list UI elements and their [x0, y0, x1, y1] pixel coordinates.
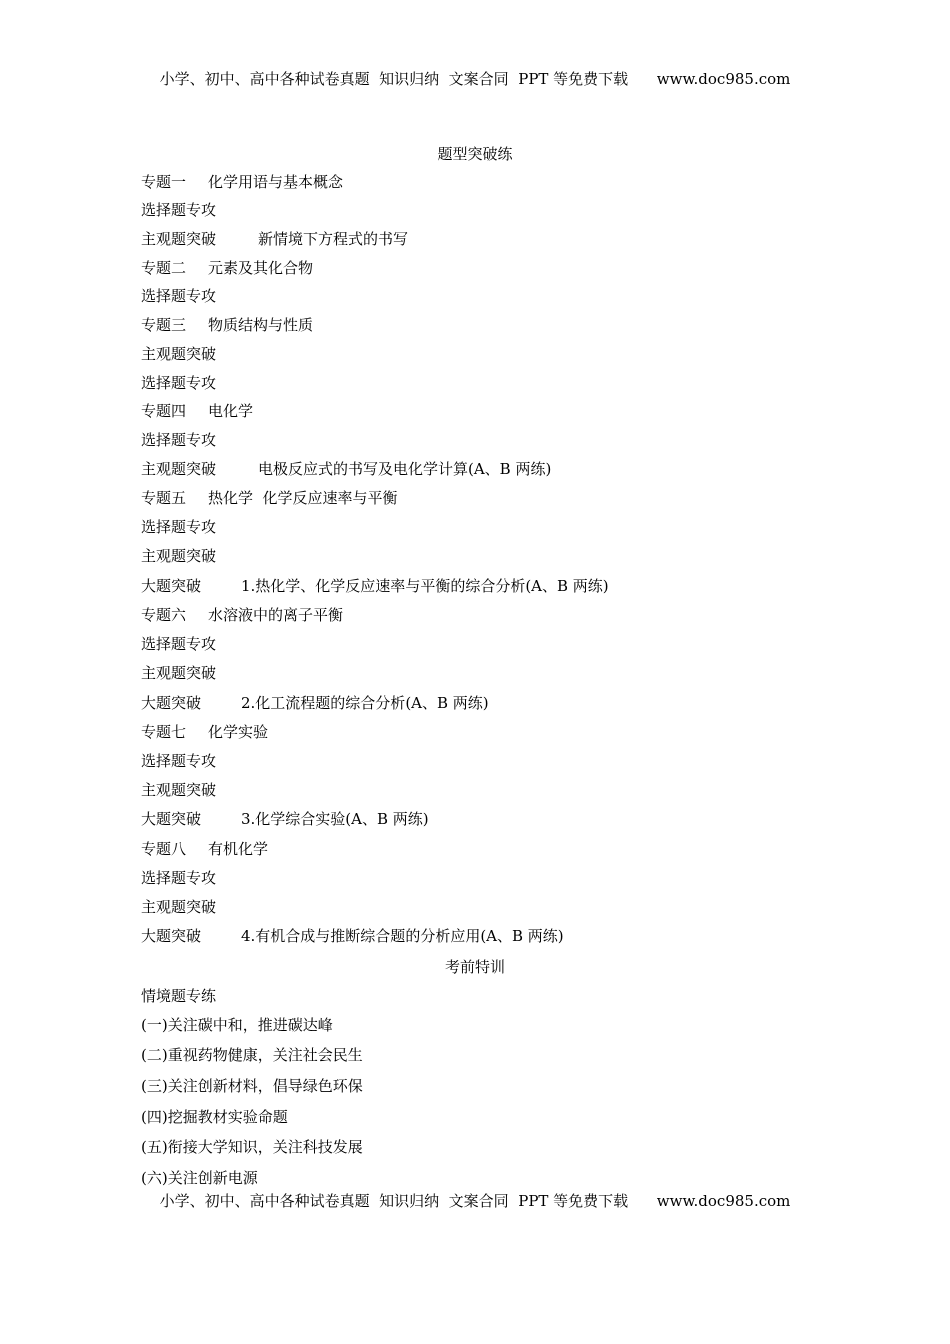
toc-label: 选择题专攻 [141, 431, 217, 449]
toc-label: 大题突破 [141, 577, 202, 595]
toc-line [141, 633, 216, 655]
toc-label: 大题突破 [141, 694, 202, 712]
toc-line [141, 516, 216, 538]
toc-line [141, 867, 216, 889]
training-line: (一)关注碳中和，推进碳达峰 [141, 1016, 333, 1034]
toc-detail: 4.有机合成与推断综合题的分析应用(A、B 两练) [241, 927, 564, 945]
toc-label: 主观题突破 [141, 460, 217, 478]
toc-line [141, 314, 313, 336]
toc-label: 主观题突破 [141, 898, 217, 916]
toc-detail: 电极反应式的书写及电化学计算(A、B 两练) [258, 460, 552, 478]
toc-label: 选择题专攻 [141, 374, 217, 392]
toc-label: 专题二 [141, 259, 187, 277]
toc-detail: 化学实验 [208, 723, 269, 741]
toc-label: 专题五 [141, 489, 187, 507]
toc-label: 主观题突破 [141, 345, 217, 363]
training-line: (五)衔接大学知识，关注科技发展 [141, 1138, 363, 1156]
toc-line [141, 545, 216, 567]
toc-line [141, 372, 216, 394]
toc-line [141, 429, 216, 451]
toc-line [141, 662, 216, 684]
training-line: (二)重视药物健康，关注社会民生 [141, 1046, 363, 1064]
toc-label: 主观题突破 [141, 664, 217, 682]
page-footer: 小学、初中、高中各种试卷真题 知识归纳 文案合同 PPT 等免费下载 www.doc985.com [159, 1192, 791, 1210]
toc-detail: 元素及其化合物 [208, 259, 314, 277]
toc-label: 选择题专攻 [141, 287, 217, 305]
toc-line [141, 925, 564, 947]
toc-line [141, 228, 408, 250]
toc-line [141, 779, 216, 801]
toc-line [141, 343, 216, 365]
toc-line [141, 487, 398, 509]
toc-label: 专题七 [141, 723, 187, 741]
toc-line [141, 199, 216, 221]
toc-label: 选择题专攻 [141, 518, 217, 536]
toc-label: 专题三 [141, 316, 187, 334]
toc-label: 主观题突破 [141, 230, 217, 248]
toc-detail: 2.化工流程题的综合分析(A、B 两练) [241, 694, 489, 712]
toc-line [141, 692, 489, 714]
toc-line [141, 604, 343, 626]
section-title-pre-exam: 考前特训 [444, 958, 505, 976]
toc-detail: 电化学 [208, 402, 254, 420]
toc-line [141, 257, 313, 279]
toc-detail: 3.化学综合实验(A、B 两练) [241, 810, 429, 828]
section-title-breakthrough: 题型突破练 [437, 145, 513, 163]
toc-line [141, 750, 216, 772]
toc-label: 大题突破 [141, 927, 202, 945]
toc-label: 专题四 [141, 402, 187, 420]
toc-label: 选择题专攻 [141, 869, 217, 887]
toc-line [141, 171, 343, 193]
toc-line [141, 458, 551, 480]
training-line: (三)关注创新材料，倡导绿色环保 [141, 1077, 363, 1095]
toc-label: 主观题突破 [141, 547, 217, 565]
toc-label: 专题六 [141, 606, 187, 624]
toc-line [141, 575, 609, 597]
training-line: (四)挖掘教材实验命题 [141, 1108, 288, 1126]
toc-label: 选择题专攻 [141, 201, 217, 219]
toc-label: 专题八 [141, 840, 187, 858]
page-header: 小学、初中、高中各种试卷真题 知识归纳 文案合同 PPT 等免费下载 www.doc985.com [159, 70, 791, 88]
toc-label: 大题突破 [141, 810, 202, 828]
toc-line [141, 838, 268, 860]
toc-line [141, 721, 268, 743]
training-line: (六)关注创新电源 [141, 1169, 258, 1187]
toc-line [141, 808, 429, 830]
toc-label: 选择题专攻 [141, 752, 217, 770]
toc-label: 专题一 [141, 173, 187, 191]
toc-detail: 物质结构与性质 [208, 316, 314, 334]
toc-label: 选择题专攻 [141, 635, 217, 653]
toc-detail: 水溶液中的离子平衡 [208, 606, 344, 624]
toc-line [141, 400, 253, 422]
toc-detail: 新情境下方程式的书写 [258, 230, 409, 248]
toc-line [141, 285, 216, 307]
toc-detail: 热化学 化学反应速率与平衡 [208, 489, 398, 507]
toc-detail: 有机化学 [208, 840, 269, 858]
toc-label: 主观题突破 [141, 781, 217, 799]
training-line: 情境题专练 [141, 987, 217, 1005]
toc-detail: 1.热化学、化学反应速率与平衡的综合分析(A、B 两练) [241, 577, 609, 595]
toc-detail: 化学用语与基本概念 [208, 173, 344, 191]
toc-line [141, 896, 216, 918]
